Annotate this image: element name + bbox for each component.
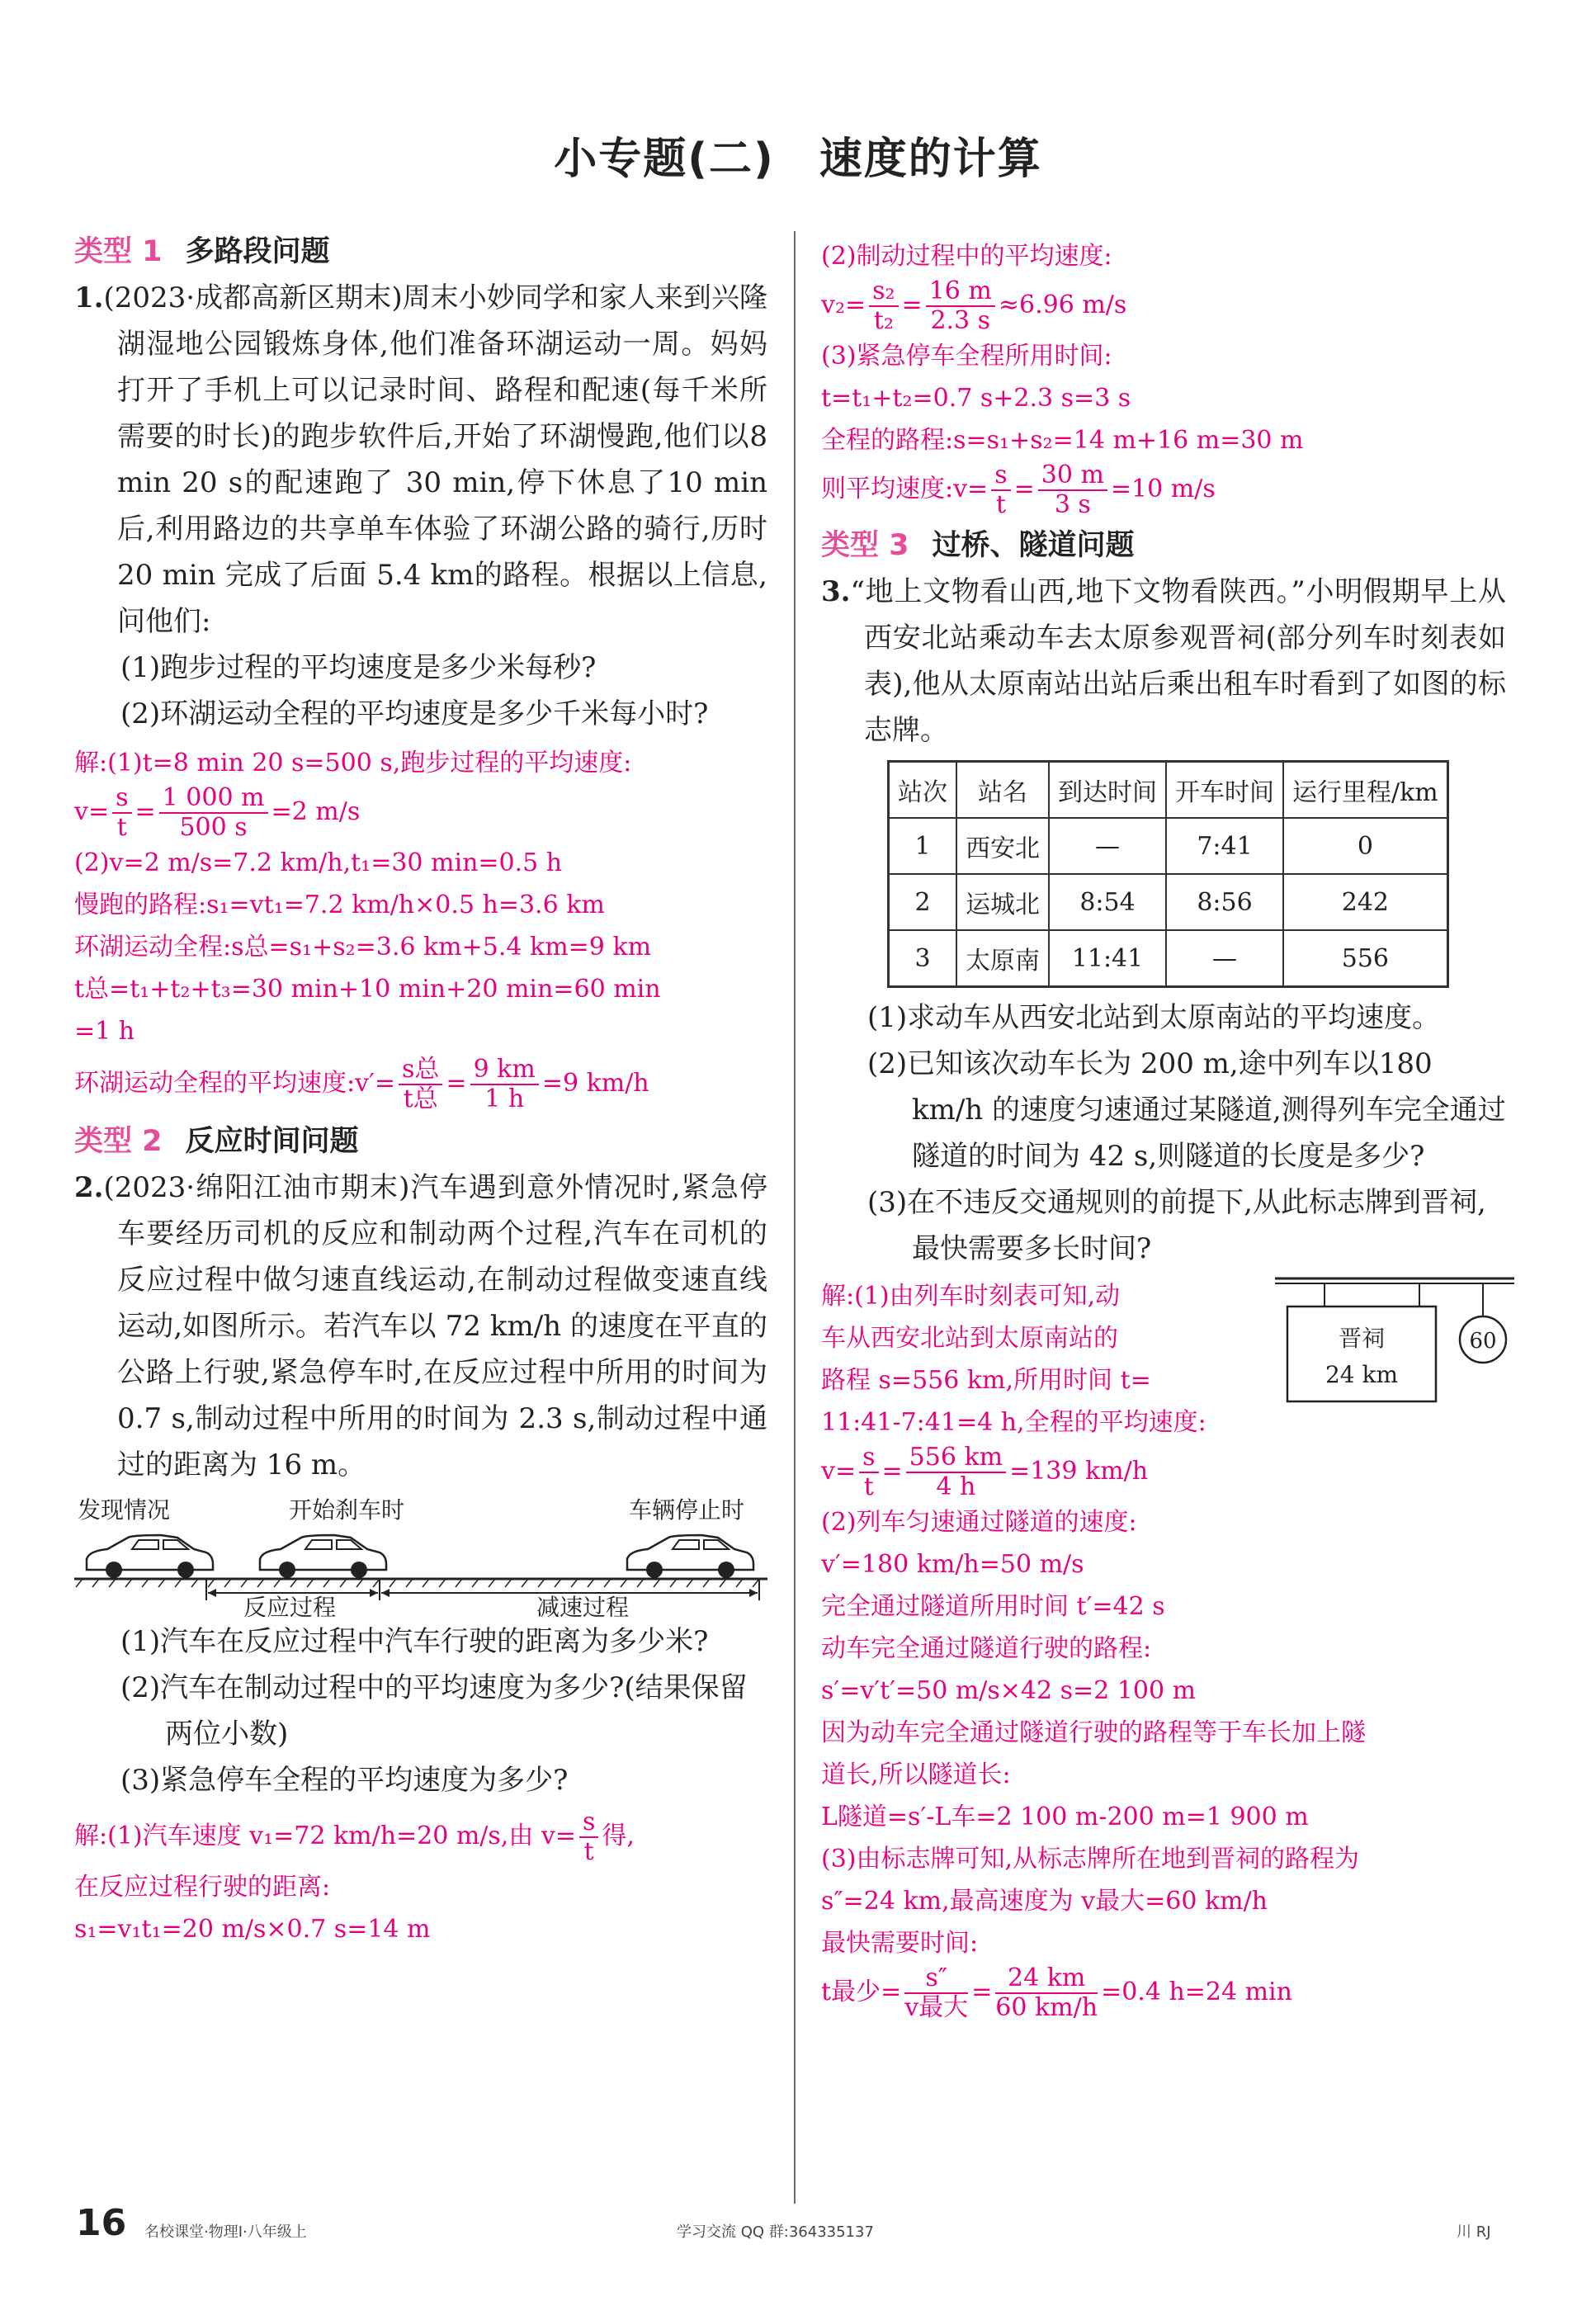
answer-2-avg-label: 则平均速度:v= — [821, 475, 989, 503]
table-row — [889, 930, 1448, 987]
type2-heading — [74, 1118, 767, 1160]
fraction-numerator: s₂ — [869, 277, 898, 307]
question-1-text: (2023·成都高新区期末)周末小妙同学和家人来到兴隆湖湿地公园锻炼身体,他们准备环湖运动一周。妈妈打开了手机上可以记录时间、路程和配速(每千米所需要的时长)的跑步软件后,开始了环湖慢跑,他们以8 min 20 s的配速跑了 30 min,停下休息了10 min后,利用路边的共享单车体验了环湖公路的骑行,历时 20 min 完成了后面 5.4 km的路程。根据以上信息,问他们: — [103, 281, 767, 638]
fraction-s2-over-t2 — [869, 277, 898, 335]
question-1-sub-1: (1)跑步过程的平均速度是多少米每秒? — [120, 651, 597, 684]
car-icon — [627, 1535, 753, 1578]
table-cell: — — [1166, 930, 1283, 987]
fraction-denominator: t₂ — [873, 306, 894, 335]
answer-3-line-8: 完全通过隧道所用时间 t′=42 s — [821, 1592, 1165, 1621]
answer-1-avg-label: 环湖运动全程的平均速度:v′= — [74, 1069, 396, 1098]
equals-sign: = — [1013, 475, 1035, 503]
table-header: 运行里程/km — [1283, 762, 1447, 819]
equals-sign: = — [901, 291, 923, 319]
fraction-denominator: 1 h — [484, 1084, 525, 1113]
table-row — [889, 818, 1448, 874]
fraction-numerator: 16 m — [926, 277, 995, 307]
fraction-numerator: s — [859, 1444, 878, 1473]
table-cell: 3 — [889, 930, 957, 987]
answer-3-line-4: 11:41-7:41=4 h,全程的平均速度: — [821, 1408, 1206, 1437]
table-row — [889, 874, 1448, 930]
answer-1-line-8 — [74, 1056, 767, 1113]
type3-heading — [821, 522, 1506, 564]
question-1-number: 1. — [74, 281, 104, 314]
fraction-s-over-t — [859, 1444, 878, 1501]
label-discover: 发现情况 — [78, 1496, 171, 1524]
answer-2-line-7: t=t₁+t₂=0.7 s+2.3 s=3 s — [821, 384, 1131, 413]
fraction-denominator: 500 s — [179, 813, 248, 842]
question-2-sub-1: (1)汽车在反应过程中汽车行驶的距离为多少米? — [120, 1625, 709, 1658]
answer-3-tmin-result: =0.4 h=24 min — [1101, 1978, 1292, 2006]
table-cell: 运城北 — [956, 874, 1049, 930]
label-start-braking: 开始刹车时 — [289, 1496, 405, 1524]
answer-3-line-16: 最快需要时间: — [821, 1929, 979, 1958]
question-3-sub-2: (2)已知该次动车长为 200 m,途中列车以180 km/h 的速度匀速通过某隧道,测得列车完全通过隧道的时间为 42 s,则隧道的长度是多少? — [867, 1047, 1506, 1173]
answer-2-line-9 — [821, 461, 1506, 519]
train-timetable — [887, 760, 1449, 988]
answer-3-line-10: s′=v′t′=50 m/s×42 s=2 100 m — [821, 1676, 1197, 1705]
answer-1-line-3: (2)v=2 m/s=7.2 km/h,t₁=30 min=0.5 h — [74, 848, 563, 877]
fraction-numerator: 24 km — [995, 1964, 1098, 1994]
question-1 — [74, 275, 767, 645]
answer-3-line-9: 动车完全通过隧道行驶的路程: — [821, 1634, 1152, 1663]
fraction-denominator: 60 km/h — [995, 1993, 1098, 2022]
answer-3-line-7: v′=180 km/h=50 m/s — [821, 1550, 1084, 1579]
answer-2-line-1 — [74, 1808, 767, 1866]
page-title: 小专题(二) 速度的计算 — [554, 135, 1042, 184]
table-header: 站名 — [956, 762, 1049, 819]
question-3-number: 3. — [821, 575, 851, 608]
answer-2-line-4: (2)制动过程中的平均速度: — [821, 242, 1112, 271]
answer-1-line-6: t总=t₁+t₂+t₃=30 min+10 min+20 min=60 min — [74, 975, 661, 1004]
car-icon — [260, 1535, 386, 1578]
table-cell: — — [1049, 818, 1166, 874]
fraction-numerator: 9 km — [470, 1056, 539, 1085]
type1-tag: 类型 1 — [74, 235, 163, 268]
speed-limit-value: 60 — [1469, 1329, 1497, 1354]
equals-sign: = — [971, 1978, 993, 2006]
answer-1-line-7: =1 h — [74, 1017, 135, 1046]
answer-2-v2-result: ≈6.96 m/s — [998, 291, 1127, 319]
question-3-sub-3: (3)在不违反交通规则的前提下,从此标志牌到晋祠,最快需要多长时间? — [867, 1186, 1486, 1265]
answer-1-line-5: 环湖运动全程:s总=s₁+s₂=3.6 km+5.4 km=9 km — [74, 933, 652, 962]
fraction-denominator: t — [583, 1837, 594, 1866]
answer-2-line-1-text: 解:(1)汽车速度 v₁=72 km/h=20 m/s,由 v= — [74, 1822, 576, 1850]
answer-3-line-2: 车从西安北站到太原南站的 — [821, 1324, 1118, 1353]
fraction-numerator: s — [112, 784, 131, 814]
answer-3-line-15: s″=24 km,最高速度为 v最大=60 km/h — [821, 1887, 1268, 1916]
fraction-556km-over-4h — [906, 1444, 1006, 1501]
answer-2-line-6: (3)紧急停车全程所用时间: — [821, 342, 1112, 371]
answer-2-line-5 — [821, 277, 1506, 335]
answer-2-part-b — [821, 235, 1506, 519]
type1-name: 多路段问题 — [185, 235, 330, 268]
answer-1-line-4: 慢跑的路程:s₁=vt₁=7.2 km/h×0.5 h=3.6 km — [74, 891, 605, 919]
fraction-s-over-t — [112, 784, 131, 842]
type3-tag: 类型 3 — [821, 529, 909, 562]
label-car-stopped: 车辆停止时 — [629, 1496, 745, 1524]
book-title: 名校课堂·物理Ⅰ·八年级上 — [144, 2223, 307, 2241]
question-3 — [821, 569, 1506, 754]
answer-3-line-17 — [821, 1964, 1506, 2022]
fraction-denominator: t — [863, 1472, 874, 1501]
answer-1-v-label: v= — [74, 797, 110, 826]
fraction-16m-over-2.3s — [926, 277, 995, 335]
fraction-denominator: 4 h — [936, 1472, 976, 1501]
question-3-sub-1: (1)求动车从西安北站到太原南站的平均速度。 — [867, 1001, 1441, 1034]
right-column — [821, 235, 1506, 2022]
table-cell: 0 — [1283, 818, 1447, 874]
table-cell: 8:56 — [1166, 874, 1283, 930]
fraction-denominator: 2.3 s — [930, 306, 991, 335]
type2-tag: 类型 2 — [74, 1125, 163, 1158]
qq-group: 学习交流 QQ 群:364335137 — [677, 2223, 874, 2241]
answer-3-line-14: (3)由标志牌可知,从标志牌所在地到晋祠的路程为 — [821, 1845, 1360, 1874]
answer-3-line-11: 因为动车完全通过隧道行驶的路程等于车长加上隧 — [821, 1718, 1366, 1747]
table-cell: 2 — [889, 874, 957, 930]
answer-3 — [821, 1275, 1506, 2022]
table-cell: 1 — [889, 818, 957, 874]
table-header-row — [889, 762, 1448, 819]
answer-3-line-3: 路程 s=556 km,所用时间 t= — [821, 1366, 1151, 1395]
answer-3-v-result: =139 km/h — [1009, 1457, 1149, 1486]
equals-sign: = — [446, 1069, 467, 1098]
fraction-1000m-over-500s — [159, 784, 268, 842]
fraction-numerator: s″ — [904, 1964, 968, 1994]
type1-heading — [74, 229, 767, 270]
answer-3-tmin-label: t最少= — [821, 1978, 902, 2006]
fraction-24km-over-60kmh — [995, 1964, 1098, 2022]
equals-sign: = — [881, 1457, 903, 1486]
question-2-sub-2: (2)汽车在制动过程中的平均速度为多少?(结果保留两位小数) — [120, 1671, 748, 1751]
answer-1-line-2 — [74, 784, 767, 842]
fraction-numerator: s — [579, 1808, 598, 1838]
left-column — [74, 227, 767, 1950]
fraction-s-over-vmax — [904, 1964, 968, 2022]
road-sign — [1275, 1273, 1514, 1422]
fraction-denominator: v最大 — [904, 1993, 969, 2022]
fraction-denominator: t — [995, 490, 1006, 519]
answer-3-line-5 — [821, 1444, 1506, 1501]
car-icon — [87, 1535, 213, 1578]
fraction-denominator: t — [116, 813, 127, 842]
answer-1 — [74, 742, 767, 1113]
label-reaction: 反应过程 — [243, 1594, 337, 1617]
question-1-sub-2: (2)环湖运动全程的平均速度是多少千米每小时? — [120, 697, 709, 730]
column-divider — [794, 231, 796, 2204]
answer-1-result: =2 m/s — [271, 797, 361, 826]
answer-3-line-13: L隧道=s′-L车=2 100 m-200 m=1 900 m — [821, 1803, 1309, 1831]
page-number: 16 — [76, 2202, 127, 2244]
answer-2-line-3: s₁=v₁t₁=20 m/s×0.7 s=14 m — [74, 1915, 431, 1944]
answer-2-line-2: 在反应过程行驶的距离: — [74, 1873, 331, 1902]
sign-distance: 24 km — [1324, 1361, 1399, 1388]
question-2-number: 2. — [74, 1171, 104, 1204]
table-cell: 太原南 — [956, 930, 1049, 987]
question-2-sub-3: (3)紧急停车全程的平均速度为多少? — [120, 1764, 569, 1797]
answer-3-line-6: (2)列车匀速通过隧道的速度: — [821, 1508, 1137, 1537]
fraction-s-over-t — [991, 461, 1010, 519]
fraction-9km-over-1h — [470, 1056, 539, 1113]
equals-sign: = — [135, 797, 156, 826]
fraction-s-over-t — [579, 1808, 598, 1866]
answer-3-line-12: 道长,所以隧道长: — [821, 1760, 1011, 1789]
answer-2-avg-result: =10 m/s — [1110, 475, 1216, 503]
braking-diagram — [74, 1493, 767, 1617]
table-header: 到达时间 — [1049, 762, 1166, 819]
answer-3-v-label: v= — [821, 1457, 857, 1486]
type3-name: 过桥、隧道问题 — [932, 529, 1135, 562]
answer-1-line-1: 解:(1)t=8 min 20 s=500 s,跑步过程的平均速度: — [74, 749, 632, 777]
sign-destination: 晋祠 — [1338, 1325, 1386, 1352]
answer-2-line-8: 全程的路程:s=s₁+s₂=14 m+16 m=30 m — [821, 426, 1304, 455]
answer-1-avg-result: =9 km/h — [541, 1069, 649, 1098]
question-3-text: “地上文物看山西,地下文物看陕西。”小明假期早上从西安北站乘动车去太原参观晋祠(部分列车时刻表如表),他从太原南站出站后乘出租车时看到了如图的标志牌。 — [850, 575, 1506, 747]
type2-name: 反应时间问题 — [185, 1125, 359, 1158]
edition-mark: 川 RJ — [1457, 2223, 1491, 2241]
fraction-numerator: s总 — [399, 1056, 442, 1085]
answer-2-v2-label: v₂= — [821, 291, 866, 319]
table-cell: 556 — [1283, 930, 1447, 987]
table-cell: 西安北 — [956, 818, 1049, 874]
answer-3-line-1: 解:(1)由列车时刻表可知,动 — [821, 1282, 1121, 1311]
question-2-text: (2023·绵阳江油市期末)汽车遇到意外情况时,紧急停车要经历司机的反应和制动两个过程,汽车在司机的反应过程中做匀速直线运动,在制动过程做变速直线运动,如图所示。若汽车以 72 km/h 的速度在平直的公路上行驶,紧急停车时,在反应过程中所用的时间为 0.7 s,制动过程中所用的时间为 2.3 s,制动过程中通过的距离为 16 m。 — [103, 1171, 767, 1481]
table-cell: 7:41 — [1166, 818, 1283, 874]
answer-2-part-a — [74, 1808, 767, 1950]
fraction-denominator: 3 s — [1054, 490, 1091, 519]
question-2 — [74, 1165, 767, 1488]
table-header: 站次 — [889, 762, 957, 819]
fraction-s-total-over-t-total — [399, 1056, 442, 1113]
fraction-30m-over-3s — [1038, 461, 1107, 519]
answer-2-line-1-end: 得, — [602, 1822, 635, 1850]
fraction-numerator: 30 m — [1038, 461, 1107, 491]
table-header: 开车时间 — [1166, 762, 1283, 819]
fraction-numerator: 1 000 m — [159, 784, 268, 814]
fraction-numerator: 556 km — [906, 1444, 1006, 1473]
fraction-numerator: s — [991, 461, 1010, 491]
table-cell: 242 — [1283, 874, 1447, 930]
fraction-denominator: t总 — [403, 1084, 438, 1113]
table-cell: 11:41 — [1049, 930, 1166, 987]
table-cell: 8:54 — [1049, 874, 1166, 930]
label-deceleration: 减速过程 — [536, 1594, 630, 1617]
